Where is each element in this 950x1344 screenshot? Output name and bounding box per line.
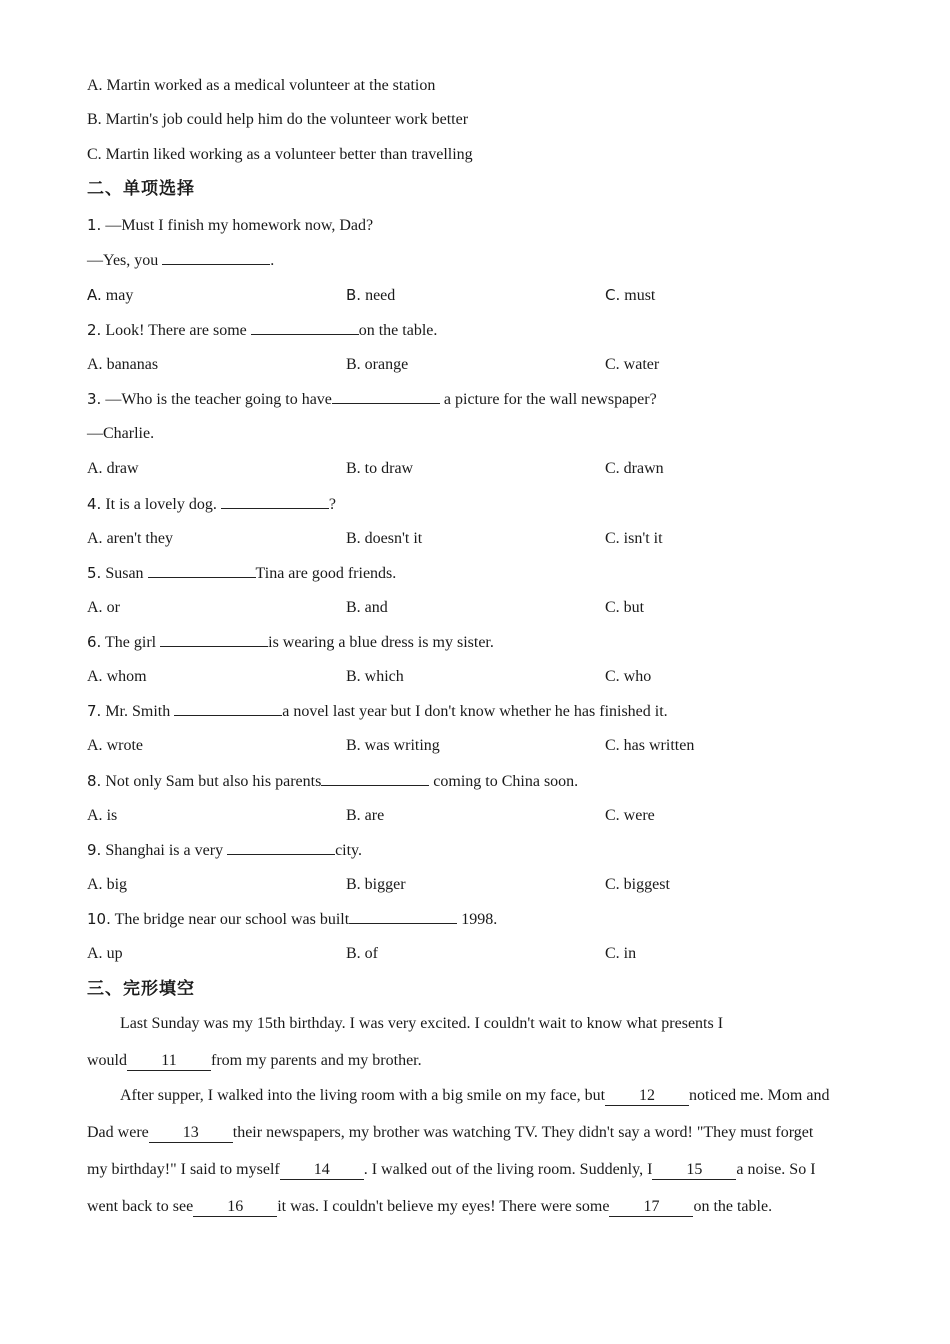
question-4: [87, 494, 336, 515]
question-stem: Susan: [105, 565, 144, 582]
cloze-line: [87, 1123, 813, 1143]
option-text: of: [364, 945, 378, 962]
option-b[interactable]: [346, 285, 395, 306]
answer-blank: [148, 563, 256, 578]
option-a[interactable]: [87, 806, 117, 826]
cloze-text: from my parents and my brother.: [211, 1052, 422, 1069]
section-title-cloze: 三、完形填空: [87, 979, 195, 999]
cloze-text: After supper, I walked into the living room with a big smile on my face, but: [120, 1087, 606, 1104]
question-10: [87, 909, 497, 930]
option-letter: B.: [346, 668, 361, 685]
option-b[interactable]: [346, 459, 413, 479]
question-stem: It is a lovely dog.: [105, 496, 217, 513]
option-letter: A.: [87, 876, 103, 893]
option-text: were: [623, 807, 655, 824]
answer-blank: [321, 771, 429, 786]
question-8-options: [87, 806, 867, 826]
option-letter: C.: [605, 356, 620, 373]
option-b[interactable]: [346, 355, 408, 375]
option-text: is: [106, 807, 118, 824]
option-letter: B.: [346, 460, 361, 477]
cloze-text: my birthday!" I said to myself: [87, 1161, 280, 1178]
option-text: whom: [106, 668, 147, 685]
cloze-text: noticed me. Mom and: [689, 1087, 830, 1104]
cloze-line: [120, 1086, 829, 1106]
option-text: bananas: [106, 356, 159, 373]
question-stem: on the table.: [358, 322, 438, 339]
option-c[interactable]: [605, 667, 651, 687]
option-c[interactable]: [605, 355, 659, 375]
option-text: big: [106, 876, 128, 893]
option-text: water: [623, 356, 660, 373]
question-3-line2: —Charlie.: [87, 425, 155, 442]
option-text: biggest: [623, 876, 670, 893]
option-a[interactable]: [87, 529, 173, 549]
option-text: draw: [106, 460, 139, 477]
question-number: 2.: [87, 321, 102, 339]
option-text: and: [364, 599, 388, 616]
option-b[interactable]: [346, 806, 384, 826]
option-letter: B.: [346, 737, 361, 754]
option-a[interactable]: [87, 285, 133, 306]
question-6-options: [87, 667, 867, 687]
option-c[interactable]: [605, 736, 694, 756]
question-stem: is wearing a blue dress is my sister.: [268, 634, 494, 651]
question-stem: city.: [335, 842, 363, 859]
answer-blank: [221, 494, 329, 509]
question-number: 6.: [87, 633, 102, 651]
question-stem: The girl: [105, 634, 157, 651]
answer-blank: [332, 389, 440, 404]
option-letter: C.: [605, 286, 621, 304]
question-number: 1.: [87, 216, 102, 234]
cloze-text: would: [87, 1052, 127, 1069]
option-letter: A.: [87, 460, 103, 477]
option-b[interactable]: [346, 598, 388, 618]
cloze-text: it was. I couldn't believe my eyes! There were some: [277, 1198, 610, 1215]
option-letter: A.: [87, 599, 103, 616]
option-c[interactable]: [605, 806, 655, 826]
cloze-text: . I walked out of the living room. Suddenly, I: [363, 1161, 653, 1178]
question-3: [87, 389, 657, 410]
prev-option-a: A. Martin worked as a medical volunteer at the station: [87, 77, 436, 94]
option-letter: B.: [346, 876, 361, 893]
option-c[interactable]: [605, 529, 663, 549]
question-stem: Shanghai is a very: [105, 842, 224, 859]
question-8: [87, 771, 578, 792]
option-a[interactable]: [87, 459, 139, 479]
cloze-gap-14: 14: [280, 1161, 364, 1180]
question-number: 7.: [87, 702, 102, 720]
question-stem: ?: [328, 496, 336, 513]
cloze-line: [87, 1160, 816, 1180]
option-b[interactable]: [346, 529, 422, 549]
cloze-gap-17: 17: [609, 1198, 693, 1217]
option-b[interactable]: [346, 944, 378, 964]
option-letter: C.: [605, 945, 620, 962]
cloze-gap-12: 12: [605, 1087, 689, 1106]
cloze-gap-13: 13: [149, 1124, 233, 1143]
question-stem: Look! There are some: [105, 322, 247, 339]
option-letter: B.: [346, 530, 361, 547]
option-text: orange: [364, 356, 409, 373]
question-5-options: [87, 598, 867, 618]
option-letter: C.: [605, 807, 620, 824]
answer-blank: [174, 701, 282, 716]
question-2-options: [87, 355, 867, 375]
question-number: 10.: [87, 910, 111, 928]
option-b[interactable]: [346, 667, 404, 687]
question-stem: —Must I finish my homework now, Dad?: [105, 217, 374, 234]
option-text: need: [365, 287, 396, 304]
option-letter: C.: [605, 460, 620, 477]
question-stem: Tina are good friends.: [255, 565, 397, 582]
prev-option-b: B. Martin's job could help him do the volunteer work better: [87, 111, 469, 128]
question-stem: The bridge near our school was built: [114, 911, 350, 928]
answer-blank: [251, 320, 359, 335]
option-letter: B.: [346, 599, 361, 616]
cloze-line: Last Sunday was my 15th birthday. I was very excited. I couldn't wait to know what presents I: [120, 1015, 724, 1032]
question-stem: —Yes, you: [87, 252, 159, 269]
question-stem: Mr. Smith: [105, 703, 171, 720]
option-letter: A.: [87, 286, 102, 304]
option-text: are: [364, 807, 385, 824]
option-text: bigger: [364, 876, 406, 893]
question-number: 4.: [87, 495, 102, 513]
question-stem: 1998.: [457, 911, 498, 928]
question-stem: Not only Sam but also his parents: [105, 773, 322, 790]
option-a[interactable]: [87, 736, 143, 756]
option-letter: A.: [87, 356, 103, 373]
option-a[interactable]: [87, 667, 147, 687]
cloze-text: their newspapers, my brother was watching TV. They didn't say a word! "They must forget: [232, 1124, 814, 1141]
option-letter: C.: [605, 876, 620, 893]
option-b[interactable]: [346, 736, 440, 756]
option-c[interactable]: [605, 598, 644, 618]
section-title-single-choice: 二、单项选择: [87, 179, 195, 199]
cloze-text: went back to see: [87, 1198, 194, 1215]
cloze-gap-15: 15: [652, 1161, 736, 1180]
question-stem: .: [270, 252, 275, 269]
question-stem: a novel last year but I don't know whether he has finished it.: [282, 703, 668, 720]
option-a[interactable]: [87, 875, 127, 895]
answer-blank: [349, 909, 457, 924]
option-text: but: [623, 599, 645, 616]
option-text: isn't it: [623, 530, 663, 547]
option-text: may: [105, 287, 134, 304]
question-9-options: [87, 875, 867, 895]
option-c[interactable]: [605, 285, 655, 306]
option-b[interactable]: [346, 875, 406, 895]
option-text: wrote: [106, 737, 143, 754]
option-letter: A.: [87, 668, 103, 685]
question-5: [87, 563, 396, 584]
question-number: 5.: [87, 564, 102, 582]
question-number: 8.: [87, 772, 102, 790]
option-text: was writing: [364, 737, 440, 754]
option-text: drawn: [623, 460, 664, 477]
question-6: [87, 632, 494, 653]
option-letter: A.: [87, 945, 103, 962]
option-text: has written: [623, 737, 695, 754]
option-text: in: [623, 945, 637, 962]
option-text: which: [364, 668, 404, 685]
cloze-line: [87, 1197, 772, 1217]
option-letter: C.: [605, 668, 620, 685]
option-text: must: [624, 287, 656, 304]
answer-blank: [160, 632, 268, 647]
answer-blank: [162, 250, 270, 265]
option-letter: A.: [87, 807, 103, 824]
option-letter: B.: [346, 945, 361, 962]
question-4-options: [87, 529, 867, 549]
option-letter: A.: [87, 530, 103, 547]
question-stem: coming to China soon.: [429, 773, 579, 790]
option-c[interactable]: [605, 944, 636, 964]
question-1: [87, 215, 373, 236]
option-letter: B.: [346, 807, 361, 824]
cloze-text: Dad were: [87, 1124, 149, 1141]
option-c[interactable]: [605, 875, 670, 895]
cloze-text: on the table.: [693, 1198, 773, 1215]
option-c[interactable]: [605, 459, 664, 479]
option-text: up: [106, 945, 123, 962]
option-letter: B.: [346, 356, 361, 373]
question-7: [87, 701, 668, 722]
option-letter: C.: [605, 530, 620, 547]
cloze-gap-11: 11: [127, 1052, 211, 1071]
question-number: 3.: [87, 390, 102, 408]
option-letter: A.: [87, 737, 103, 754]
answer-blank: [227, 840, 335, 855]
cloze-gap-16: 16: [193, 1198, 277, 1217]
option-a[interactable]: [87, 944, 123, 964]
question-1-line2: [87, 250, 274, 271]
option-a[interactable]: [87, 598, 120, 618]
prev-option-c: C. Martin liked working as a volunteer better than travelling: [87, 146, 473, 163]
cloze-line: [87, 1051, 422, 1071]
option-text: aren't they: [106, 530, 173, 547]
option-letter: C.: [605, 737, 620, 754]
cloze-text: a noise. So I: [736, 1161, 816, 1178]
question-number: 9.: [87, 841, 102, 859]
option-text: or: [106, 599, 120, 616]
question-3-options: [87, 459, 867, 479]
option-text: doesn't it: [364, 530, 423, 547]
question-9: [87, 840, 362, 861]
question-7-options: [87, 736, 867, 756]
question-stem: a picture for the wall newspaper?: [439, 391, 657, 408]
option-letter: B.: [346, 286, 362, 304]
question-2: [87, 320, 437, 341]
option-text: to draw: [364, 460, 414, 477]
option-a[interactable]: [87, 355, 158, 375]
question-10-options: [87, 944, 867, 964]
option-letter: C.: [605, 599, 620, 616]
question-stem: —Who is the teacher going to have: [105, 391, 332, 408]
question-1-options: [87, 285, 867, 305]
option-text: who: [623, 668, 652, 685]
